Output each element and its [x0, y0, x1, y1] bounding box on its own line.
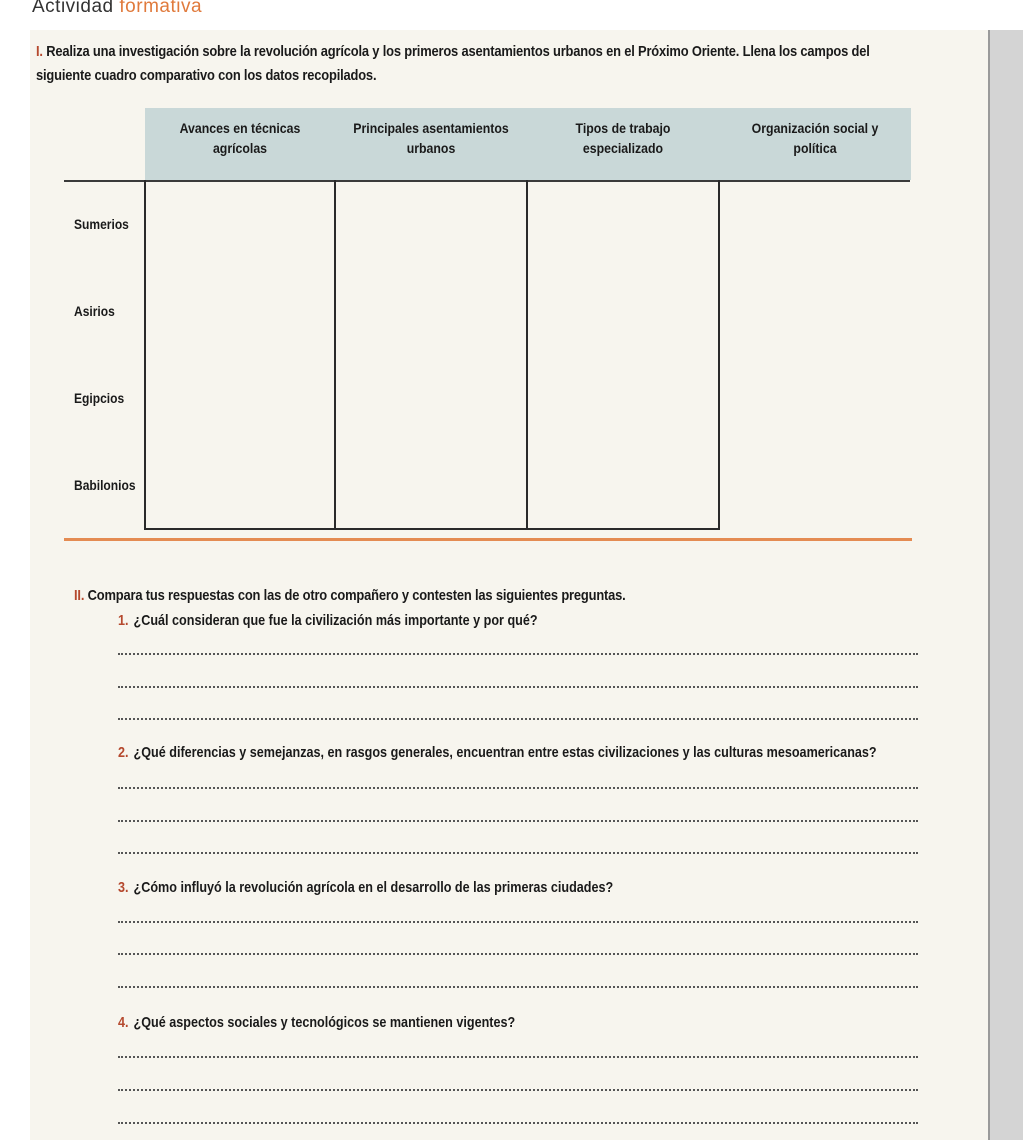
table-bottom-border	[334, 528, 526, 530]
page-edge-shadow	[990, 0, 1023, 1140]
activity-title-accent: formativa	[119, 0, 203, 17]
question-2	[118, 742, 877, 764]
column-header-specialized-work: Tipos de trabajo especializado	[575, 120, 671, 156]
question-3	[118, 877, 613, 899]
cell-asirios-organization[interactable]	[720, 268, 910, 354]
question-3-number: 3.	[118, 879, 129, 896]
answer-line-q4[interactable]	[118, 1089, 918, 1091]
column-header-social-organization: Organización social y política	[751, 120, 879, 156]
question-4	[118, 1012, 515, 1034]
row-label-sumerios: Sumerios	[74, 216, 129, 232]
cell-sumerios-settlements[interactable]	[336, 182, 526, 268]
row-label-egipcios: Egipcios	[74, 390, 125, 406]
column-header-agricultural-techniques: Avances en técnicas agrícolas	[179, 120, 301, 156]
section-1-text: Realiza una investigación sobre la revolución agrícola y los primeros asentamientos urbanos en el Próximo Oriente. Llena los campos del siguiente cuadro comparativo con los datos recopilados.	[36, 43, 870, 84]
activity-title-main: Actividad	[32, 0, 114, 17]
row-label-asirios: Asirios	[74, 303, 115, 319]
answer-line-q1[interactable]	[118, 653, 918, 655]
section-1-instructions	[36, 40, 905, 88]
section-2-instructions	[74, 584, 762, 608]
question-4-text: ¿Qué aspectos sociales y tecnológicos se mantienen vigentes?	[133, 1014, 516, 1031]
question-1-text: ¿Cuál consideran que fue la civilización más importante y por qué?	[133, 612, 538, 629]
cell-babilonios-organization[interactable]	[720, 440, 910, 526]
answer-line-q3[interactable]	[118, 921, 918, 923]
cell-sumerios-agricultural[interactable]	[146, 182, 334, 268]
cell-asirios-work[interactable]	[528, 268, 718, 354]
section-1-number: I.	[36, 43, 43, 60]
section-2-text: Compara tus respuestas con las de otro compañero y contesten las siguientes preguntas.	[87, 587, 626, 604]
question-1-number: 1.	[118, 612, 129, 629]
cell-babilonios-agricultural[interactable]	[146, 440, 334, 526]
answer-line-q3[interactable]	[118, 986, 918, 988]
question-4-number: 4.	[118, 1014, 129, 1031]
row-label-babilonios: Babilonios	[74, 477, 136, 493]
question-3-text: ¿Cómo influyó la revolución agrícola en el desarrollo de las primeras ciudades?	[133, 879, 614, 896]
table-bottom-border	[144, 528, 334, 530]
answer-line-q4[interactable]	[118, 1122, 918, 1124]
cell-asirios-agricultural[interactable]	[146, 268, 334, 354]
cell-egipcios-agricultural[interactable]	[146, 354, 334, 440]
question-2-text: ¿Qué diferencias y semejanzas, en rasgos generales, encuentran entre estas civilizaciones y las culturas mesoamericanas?	[133, 744, 877, 761]
answer-line-q1[interactable]	[118, 686, 918, 688]
activity-title	[32, 0, 202, 18]
cell-sumerios-work[interactable]	[528, 182, 718, 268]
answer-line-q2[interactable]	[118, 852, 918, 854]
column-header-urban-settlements: Principales asentamientos urbanos	[353, 120, 509, 156]
table-bottom-border	[526, 528, 718, 530]
table-orange-rule	[64, 538, 912, 541]
question-2-number: 2.	[118, 744, 129, 761]
cell-babilonios-work[interactable]	[528, 440, 718, 526]
title-bar	[0, 0, 1023, 30]
answer-line-q3[interactable]	[118, 953, 918, 955]
cell-sumerios-organization[interactable]	[720, 182, 910, 268]
cell-asirios-settlements[interactable]	[336, 268, 526, 354]
cell-egipcios-settlements[interactable]	[336, 354, 526, 440]
section-2-number: II.	[74, 587, 85, 604]
answer-line-q2[interactable]	[118, 787, 918, 789]
cell-babilonios-settlements[interactable]	[336, 440, 526, 526]
cell-egipcios-organization[interactable]	[720, 354, 910, 440]
answer-line-q1[interactable]	[118, 718, 918, 720]
answer-line-q4[interactable]	[118, 1056, 918, 1058]
question-1	[118, 610, 538, 632]
answer-line-q2[interactable]	[118, 820, 918, 822]
cell-egipcios-work[interactable]	[528, 354, 718, 440]
